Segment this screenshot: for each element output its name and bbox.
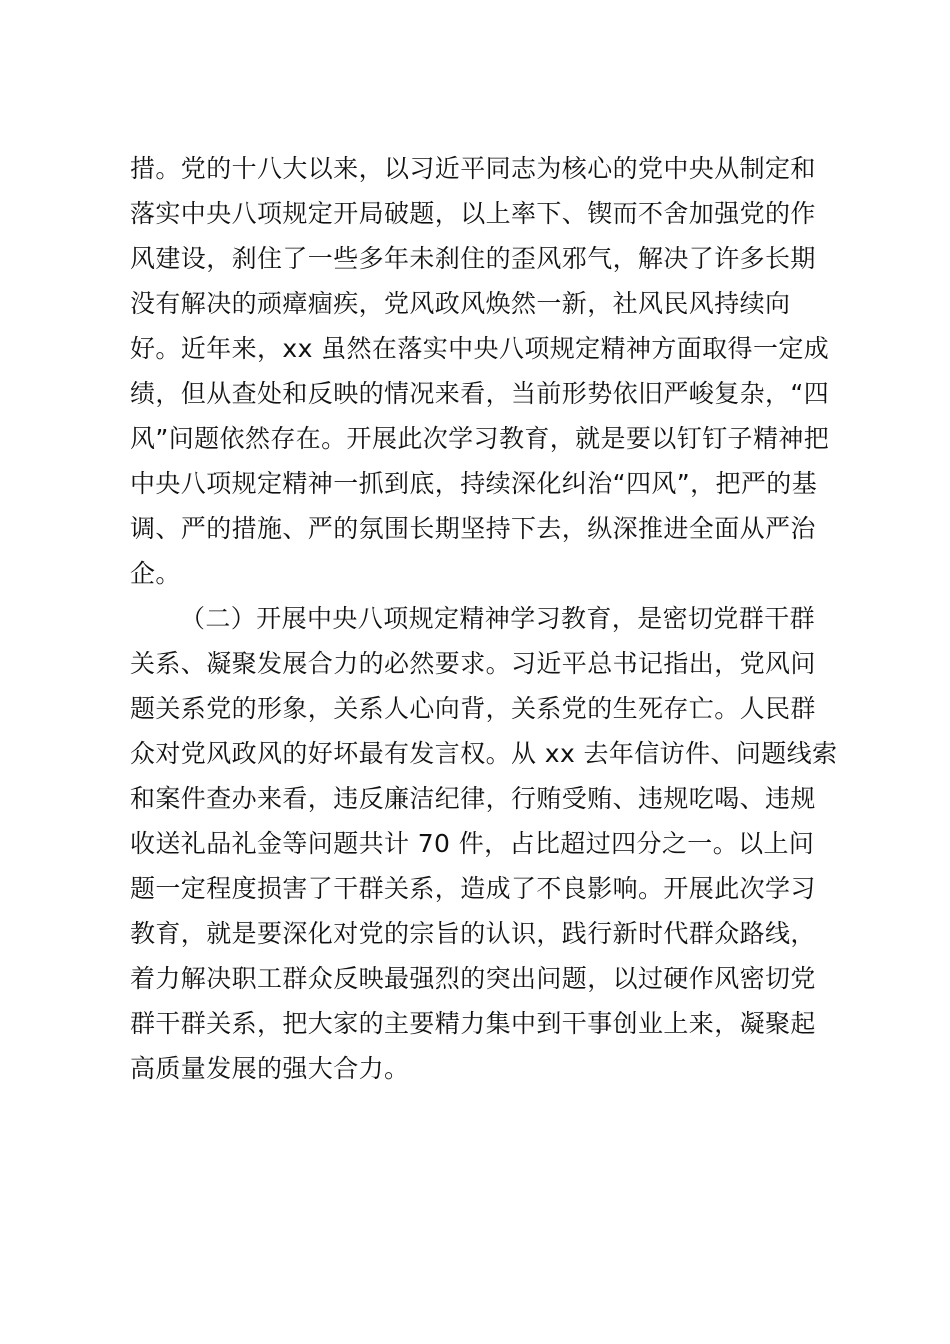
- text-line-16: 收送礼品礼金等问题共计 70 件，占比超过四分之一。以上问: [130, 829, 815, 858]
- text-line-12: 关系、凝聚发展合力的必然要求。习近平总书记指出，党风问: [130, 649, 816, 678]
- text-line-4: 没有解决的顽瘴痼疾，党风政风焕然一新，社风民风持续向: [130, 289, 791, 318]
- text-line-7: 风”问题依然存在。开展此次学习教育，就是要以钉钉子精神把: [130, 424, 830, 453]
- text-line-5: 好。近年来，xx 虽然在落实中央八项规定精神方面取得一定成: [130, 334, 830, 363]
- text-line-6: 绩，但从查处和反映的情况来看，当前形势依旧严峻复杂，“四: [130, 379, 830, 408]
- text-line-15: 和案件查办来看，违反廉洁纪律，行贿受贿、违规吃喝、违规: [130, 784, 816, 813]
- text-line-14: 众对党风政风的好坏最有发言权。从 xx 去年信访件、问题线索: [130, 739, 838, 768]
- text-line-9: 调、严的措施、严的氛围长期坚持下去，纵深推进全面从严治: [130, 514, 816, 543]
- text-line-19: 着力解决职工群众反映最强烈的突出问题，以过硬作风密切党: [130, 964, 816, 993]
- text-line-2: 落实中央八项规定开局破题，以上率下、锲而不舍加强党的作: [130, 199, 816, 228]
- text-line-17: 题一定程度损害了干群关系，造成了不良影响。开展此次学习: [130, 874, 816, 903]
- section-heading-line: （二）开展中央八项规定精神学习教育，是密切党群干群: [180, 604, 816, 633]
- text-line-21: 高质量发展的强大合力。: [130, 1054, 410, 1083]
- text-line-1: 措。党的十八大以来，以习近平同志为核心的党中央从制定和: [130, 154, 816, 183]
- text-line-10: 企。: [130, 559, 181, 588]
- text-line-20: 群干群关系，把大家的主要精力集中到干事创业上来，凝聚起: [130, 1009, 816, 1038]
- text-line-3: 风建设，刹住了一些多年未刹住的歪风邪气，解决了许多长期: [130, 244, 816, 273]
- text-line-8: 中央八项规定精神一抓到底，持续深化纠治“四风”，把严的基: [130, 469, 818, 498]
- body-text: [130, 146, 850, 1091]
- text-line-13: 题关系党的形象，关系人心向背，关系党的生死存亡。人民群: [130, 694, 816, 723]
- text-line-18: 教育，就是要深化对党的宗旨的认识，践行新时代群众路线，: [130, 919, 816, 948]
